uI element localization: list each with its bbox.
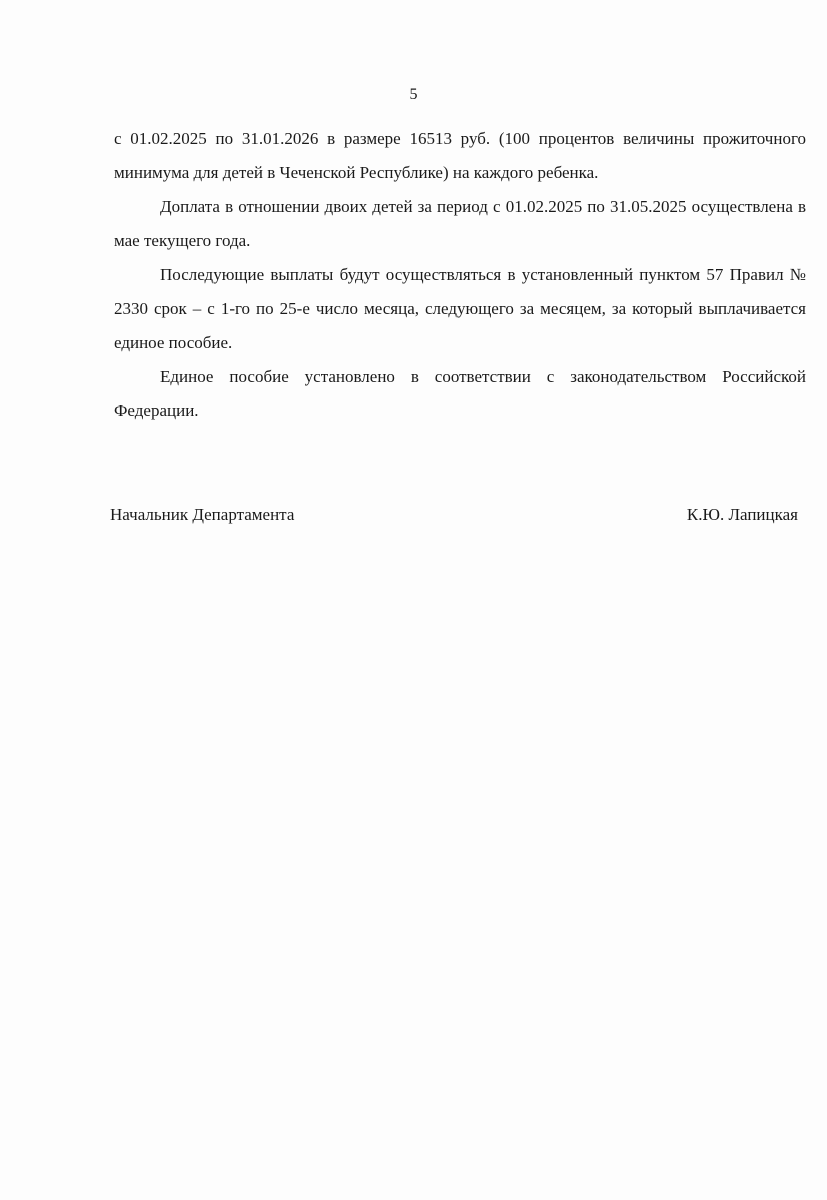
signatory-name: К.Ю. Лапицкая — [686, 505, 798, 524]
paragraph-legal-basis: Единое пособие установлено в соответствии с законодательством Российской Федерации. — [114, 367, 806, 420]
signatory-position: Начальник Департамента — [110, 505, 295, 524]
document-body — [114, 122, 806, 428]
paragraph-payment-period: с 01.02.2025 по 31.01.2026 в размере 16513 руб. (100 процентов величины прожиточного минимума для детей в Чеченской Республике) на каждого ребенка. — [114, 129, 806, 182]
paragraph-surcharge: Доплата в отношении двоих детей за период с 01.02.2025 по 31.05.2025 осуществлена в мае текущего года. — [114, 197, 806, 250]
page-number: 5 — [409, 86, 418, 103]
signature-block — [110, 505, 798, 525]
paragraph-subsequent-payments: Последующие выплаты будут осуществляться в установленный пунктом 57 Правил № 2330 срок – с 1-го по 25-е число месяца, следующего за месяцем, за который выплачивается единое пособие. — [114, 265, 806, 352]
